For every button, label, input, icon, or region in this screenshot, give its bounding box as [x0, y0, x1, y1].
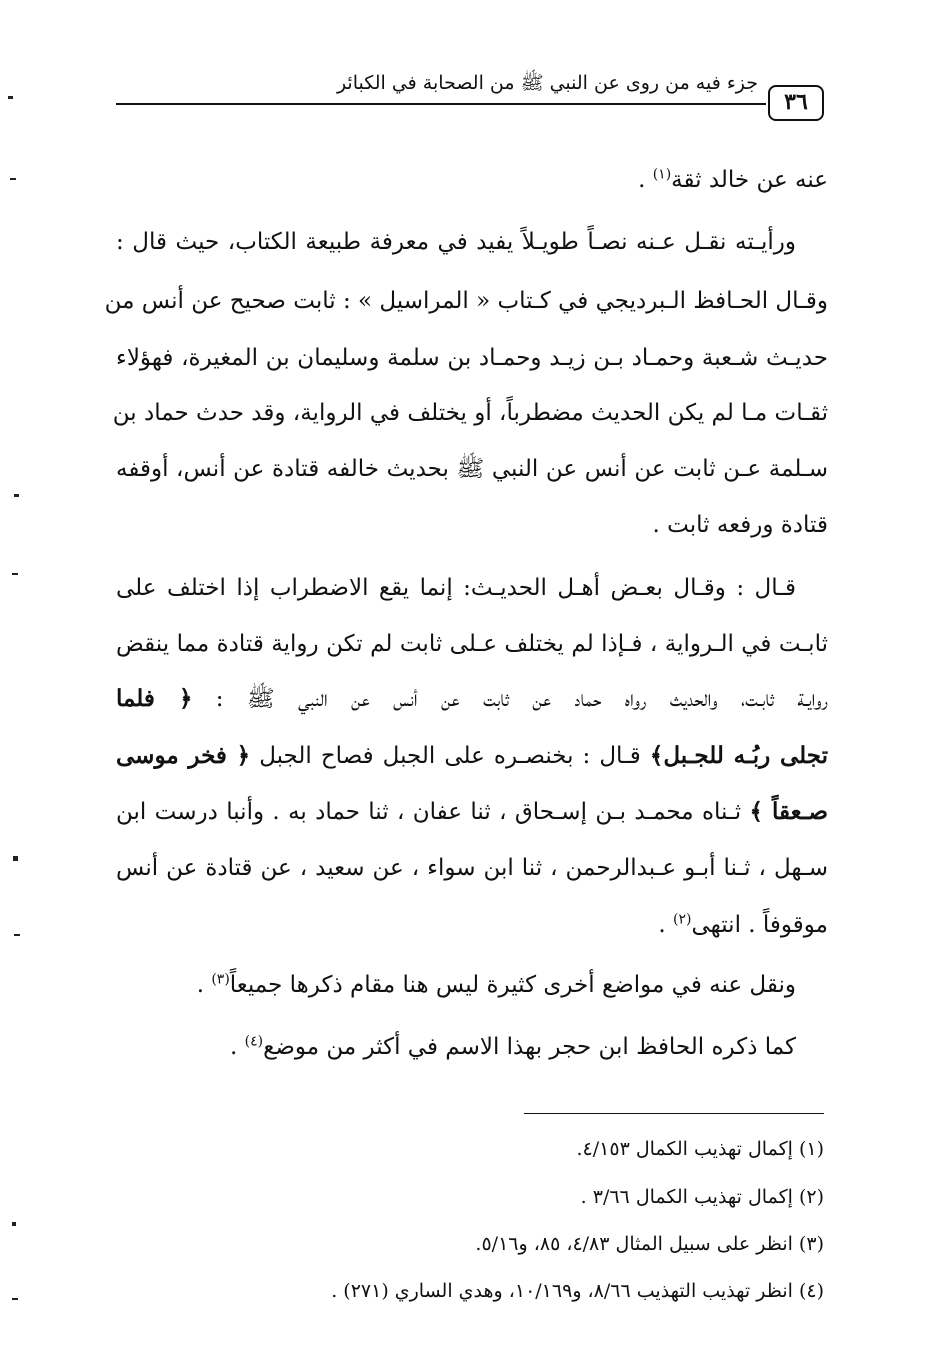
body-line-3: وقـال الحـافظ الـبرديجي في كـتاب « المراسيل » : ثابت صحيح عن أنس من: [104, 288, 828, 314]
body-line-7: قتادة ورفعه ثابت .: [652, 512, 828, 538]
body-line-6: سـلمة عـن ثابت عن أنس عن النبي ﷺ بحديث خالفه قتادة عن أنس، أوقفه: [116, 456, 828, 482]
page-number: ٣٦: [768, 85, 824, 121]
footnote-4: (٤) انظر تهذيب التهذيب ٨/٦٦، و١٠/١٦٩، وهدي الساري (٢٧١) .: [331, 1280, 824, 1302]
body-line-11: تجلى ربُـه للجـبل﴾ قـال : بخنصـره على الجبل فصاح الجبل ﴿ فخر موسى: [116, 742, 829, 769]
scan-speck: [10, 178, 16, 180]
footnote-ref-2: (٢): [673, 911, 692, 928]
scan-speck: [8, 96, 13, 99]
body-line-12: صـعقاً ﴾ ثـناه محمـد بـن إسـحاق ، ثنا عفان ، ثنا حماد به . وأنبا درست ابن: [116, 798, 828, 825]
body-line-4: حديـث شـعبة وحمـاد بـن زيـد وحمـاد بن سلمة وسليمان بن المغيرة، فهؤلاء: [116, 345, 828, 371]
footnote-2: (٢) إكمال تهذيب الكمال ٣/٦٦ .: [580, 1186, 824, 1208]
footnote-ref-1: (١): [652, 166, 672, 183]
scan-speck: [12, 573, 18, 575]
scan-speck: [12, 1298, 18, 1300]
body-line-13: سـهل ، ثـنا أبـو عـبدالرحمن ، ثنا ابن سواء ، عن سعيد ، عن قتادة عن أنس: [116, 855, 828, 881]
body-line-15: ونقل عنه في مواضع أخرى كثيرة ليس هنا مقام ذكرها جميعاً$^{(٣)}$ .: [196, 971, 796, 998]
scan-speck: [14, 934, 20, 936]
running-title: جزء فيه من روى عن النبي ﷺ من الصحابة في الكبائر: [336, 72, 758, 94]
body-line-8: قـال : وقـال بعـض أهـل الحديـث: إنما يقع الاضطراب إذا اختلف على: [116, 575, 796, 601]
body-line-5: ثقـات مـا لم يكن الحديث مضطرباً، أو يختلف في الرواية، وقد حدث حماد بن: [112, 400, 828, 426]
footnote-1: (١) إكمال تهذيب الكمال ٤/١٥٣.: [576, 1138, 824, 1160]
scan-speck: [12, 1222, 16, 1226]
quran-quote: صـعقاً ﴾: [749, 798, 828, 825]
scan-speck: [14, 494, 19, 497]
quran-quote: ﴿ فلما: [116, 685, 193, 712]
footnote-rule: [524, 1113, 824, 1114]
quran-quote: تجلى ربُـه للجـبل﴾: [649, 742, 829, 769]
footnote-3: (٣) انظر على سبيل المثال ٤/٨٣، ٨٥، و٥/١٦.: [475, 1233, 824, 1255]
footnote-ref-3: (٣): [211, 971, 230, 988]
body-line-14: موقوفاً . انتهى$^{(٢)}$ .: [658, 911, 828, 938]
body-line-9: ثابـت في الـرواية ، فـإذا لم يختلف عـلى ثابت لم تكن رواية قتادة مما ينقض: [116, 631, 828, 657]
quran-quote: ﴿ فخر موسى: [116, 742, 251, 769]
body-line-2: ورأيـته نقـل عـنه نصـاً طويـلاً يفيد في معرفة طبيعة الكتاب، حيث قال :: [116, 229, 796, 255]
body-line-10: روايـة ثابـت، والحديث رواه حماد عن ثابت عن أنس عن النبي ﷺ : ﴿ فلما: [116, 685, 828, 712]
scan-speck: [13, 856, 18, 861]
body-line-1: عنه عن خالد ثقة$^{(١)}$ .: [638, 166, 828, 193]
body-line-16: كما ذكره الحافظ ابن حجر بهذا الاسم في أكثر من موضع$^{(٤)}$ .: [229, 1033, 796, 1060]
footnote-ref-4: (٤): [244, 1033, 264, 1050]
header-rule: [116, 103, 766, 105]
